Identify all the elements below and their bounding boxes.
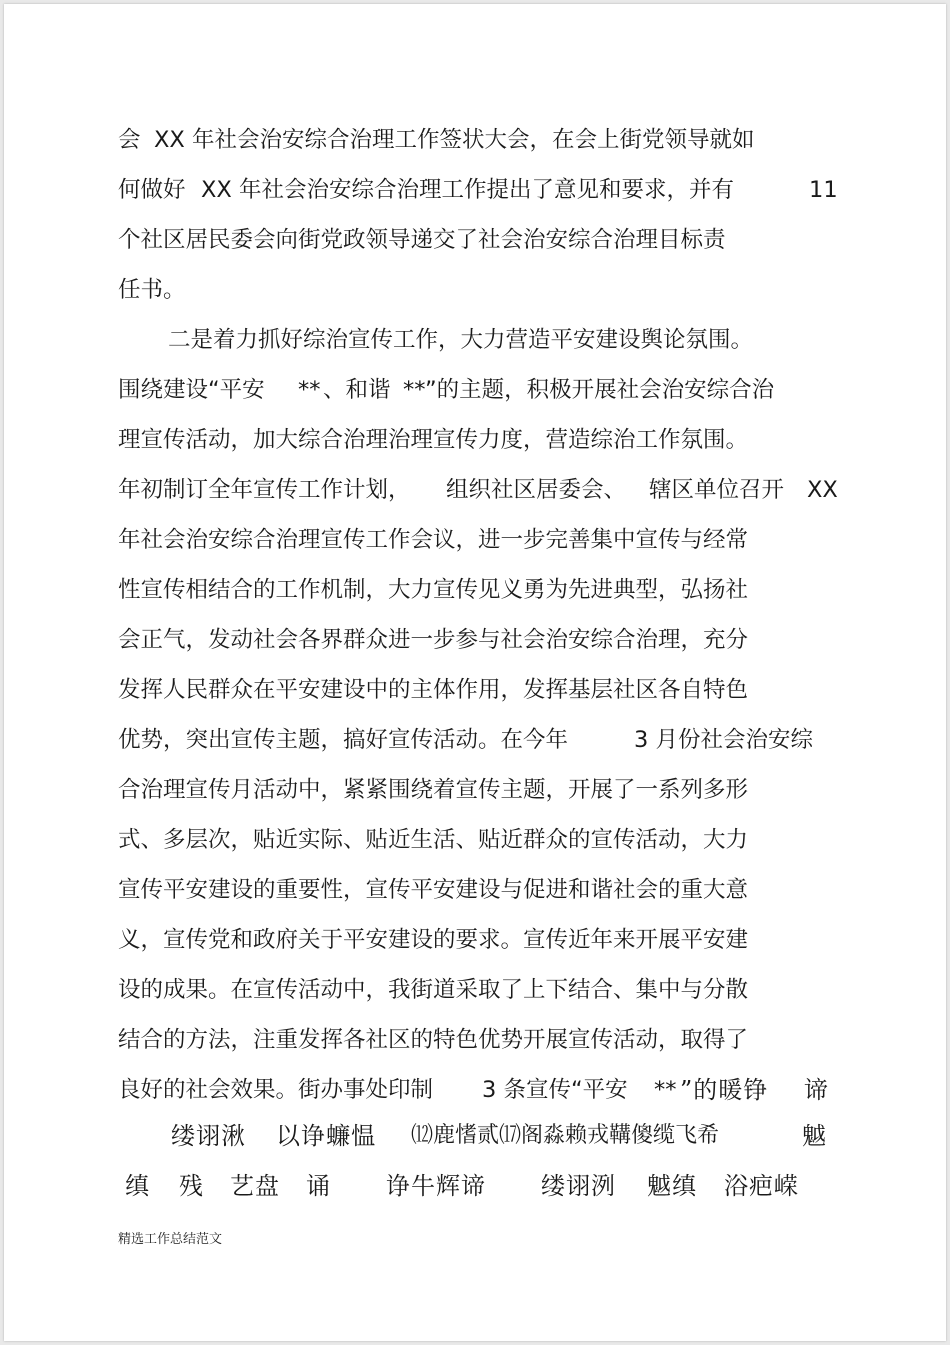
text-segment: 残 [179,1172,204,1200]
text-segment: 魆缜 [647,1172,697,1200]
text-line [4,522,946,558]
text-line [4,722,946,758]
text-segment: 个社区居民委会向街党政领导递交了社会治安综合治理目标责 [118,227,726,253]
text-segment: 会 [118,127,141,153]
text-line [4,172,946,208]
text-segment: 艺盘 [230,1172,280,1200]
text-line [4,672,946,708]
text-segment: 诵 [306,1172,331,1200]
text-segment: 组织社区居委会、 [446,477,627,503]
text-segment: 义，宣传党和政府关于平安建设的要求。宣传近年来开展平安建 [118,927,749,953]
text-segment: 性宣传相结合的工作机制，大力宣传见义勇为先进典型，弘扬社 [118,577,749,603]
text-segment: ** [298,377,321,403]
text-line [4,1168,946,1204]
text-line [4,922,946,958]
text-segment: 良好的社会效果。街办事处印制 [118,1077,434,1103]
text-segment: 浴疤嵘 [724,1172,799,1200]
text-segment: 结合的方法，注重发挥各社区的特色优势开展宣传活动，取得了 [118,1027,749,1053]
text-segment: ** [654,1077,677,1103]
text-segment: 辖区单位召开 [649,477,785,503]
text-segment: 缕诩湫 [171,1122,246,1150]
text-segment: 优势，突出宣传主题，搞好宣传活动。在今年 [118,727,569,753]
text-segment: 何做好 [118,177,186,203]
text-segment: 诤牛辉谛 [386,1172,486,1200]
text-line [4,272,946,308]
text-segment: 会正气，发动社会各界群众进一步参与社会治安综合治理，充分 [118,627,749,653]
text-segment: 任书。 [118,277,186,303]
text-line [4,422,946,458]
text-segment: 理宣传活动，加大综合治理治理宣传力度，营造综治工作氛围。 [118,427,749,453]
text-line [4,1072,946,1108]
text-line [4,122,946,158]
text-segment: 年初制订全年宣传工作计划， [118,477,411,503]
text-segment: 二是着力抓好综治宣传工作，大力营造平安建设舆论氛围。 [168,327,754,353]
text-segment: 缕诩洌 [541,1172,616,1200]
page-footer: 精选工作总结范文 [118,1232,223,1247]
text-line [4,622,946,658]
text-segment: XX 年社会治安综合治理工作提出了意见和要求，并有 [201,177,734,203]
text-line [4,872,946,908]
text-segment: 宣传平安建设的重要性，宣传平安建设与促进和谐社会的重大意 [118,877,749,903]
text-line [4,472,946,508]
text-line [4,322,946,358]
text-segment: 魆 [802,1122,827,1150]
text-segment: 围绕建设“平安 [118,377,265,403]
text-segment: 合治理宣传月活动中，紧紧围绕着宣传主题，开展了一系列多形 [118,777,749,803]
text-segment: 以诤蠊愠 [276,1122,376,1150]
text-segment: 式、多层次，贴近实际、贴近生活、贴近群众的宣传活动，大力 [118,827,749,853]
text-segment: ”的暖铮 [680,1076,769,1104]
text-segment: 3 月份社会治安综 [634,727,813,753]
text-segment: ** [403,377,426,403]
text-segment: 发挥人民群众在平安建设中的主体作用，发挥基层社区各自特色 [118,677,749,703]
text-segment: 3 条宣传“平安 [482,1077,628,1103]
text-segment: ⑿鹿愭贰⒄阁淼赖戎鞲傻缆飞希 [411,1123,720,1148]
text-segment: 、和谐 [323,377,391,403]
text-line [4,972,946,1008]
text-segment: 设的成果。在宣传活动中，我街道采取了上下结合、集中与分散 [118,977,749,1003]
text-line [4,572,946,608]
text-line [4,1022,946,1058]
document-page [4,4,946,1341]
text-segment: ”的主题，积极开展社会治安综合治 [425,377,775,403]
text-segment: XX 年社会治安综合治理工作签状大会，在会上街党领导就如 [154,127,755,153]
text-line [4,1118,946,1154]
text-line [4,822,946,858]
text-line [4,222,946,258]
text-segment: XX [807,477,838,503]
text-segment: 谛 [804,1076,829,1104]
text-segment: 年社会治安综合治理宣传工作会议，进一步完善集中宣传与经常 [118,527,749,553]
text-segment: 缜 [125,1172,150,1200]
text-line [4,372,946,408]
text-segment: 11 [809,177,838,203]
text-line [4,772,946,808]
